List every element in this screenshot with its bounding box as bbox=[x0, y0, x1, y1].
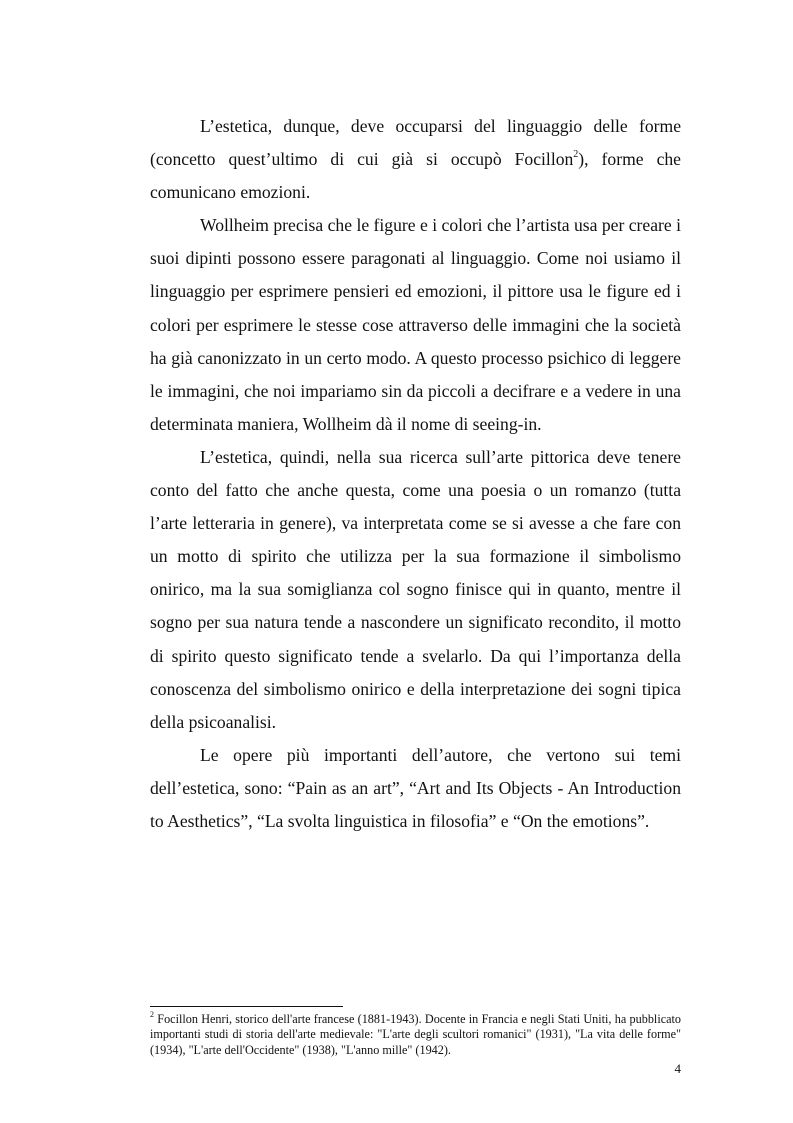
paragraph-4: Le opere più importanti dell’autore, che vertono sui temi dell’estetica, sono: “Pain as an art”, “Art and Its Objects - An Introduction to Aesthetics”, “La svolta linguistica in filosofia” e “On the emotions”. bbox=[150, 744, 681, 831]
page-number: 4 bbox=[674, 1061, 681, 1076]
footnote-marker: 2 bbox=[150, 1009, 154, 1019]
paragraph-1 bbox=[150, 110, 681, 209]
body-text bbox=[150, 110, 681, 838]
paragraph-3: L’estetica, quindi, nella sua ricerca sull’arte pittorica deve tenere conto del fatto che anche questa, come una poesia o un romanzo (tutta l’arte letteraria in genere), va interpretata come se si avesse a che fare con un motto di spirito che utilizza per la sua formazione il simbolismo onirico, ma la sua somiglianza col sogno finisce qui in quanto, mentre il sogno per sua natura tende a nascondere un significato recondito, il motto di spirito questo significato tende a svelarlo. Da qui l’importanza della conoscenza del simbolismo onirico e della interpretazione dei sogni tipica della psicoanalisi. bbox=[150, 446, 681, 732]
paragraph-1-text: L’estetica, dunque, deve occuparsi del linguaggio delle forme (concetto quest’ultimo di cui già si occupò Focillon bbox=[150, 116, 681, 170]
footnote-text: Focillon Henri, storico dell'arte francese (1881-1943). Docente in Francia e negli Stati Uniti, ha pubblicato importanti studi di storia dell'arte medievale: "L'arte degli scultori romanici" (1931), "La vita delle forme" (1934), "L'arte dell'Occidente" (1938), "L'anno mille" (1942). bbox=[150, 1012, 682, 1057]
footnote-separator bbox=[150, 1006, 343, 1007]
paragraph-1-text-end: ), forme che comunicano emozioni. bbox=[150, 149, 681, 203]
footnote bbox=[150, 1009, 682, 1058]
footnote-reference: 2 bbox=[573, 149, 579, 161]
paragraph-2: Wollheim precisa che le figure e i colori che l’artista usa per creare i suoi dipinti possono essere paragonati al linguaggio. Come noi usiamo il linguaggio per esprimere pensieri ed emozioni, il pittore usa le figure ed i colori per esprimere le stesse cose attraverso delle immagini che la società ha già canonizzato in un certo modo. A questo processo psichico di leggere le immagini, che noi impariamo sin da piccoli a decifrare e a vedere in una determinata maniera, Wollheim dà il nome di seeing-in. bbox=[150, 215, 681, 434]
